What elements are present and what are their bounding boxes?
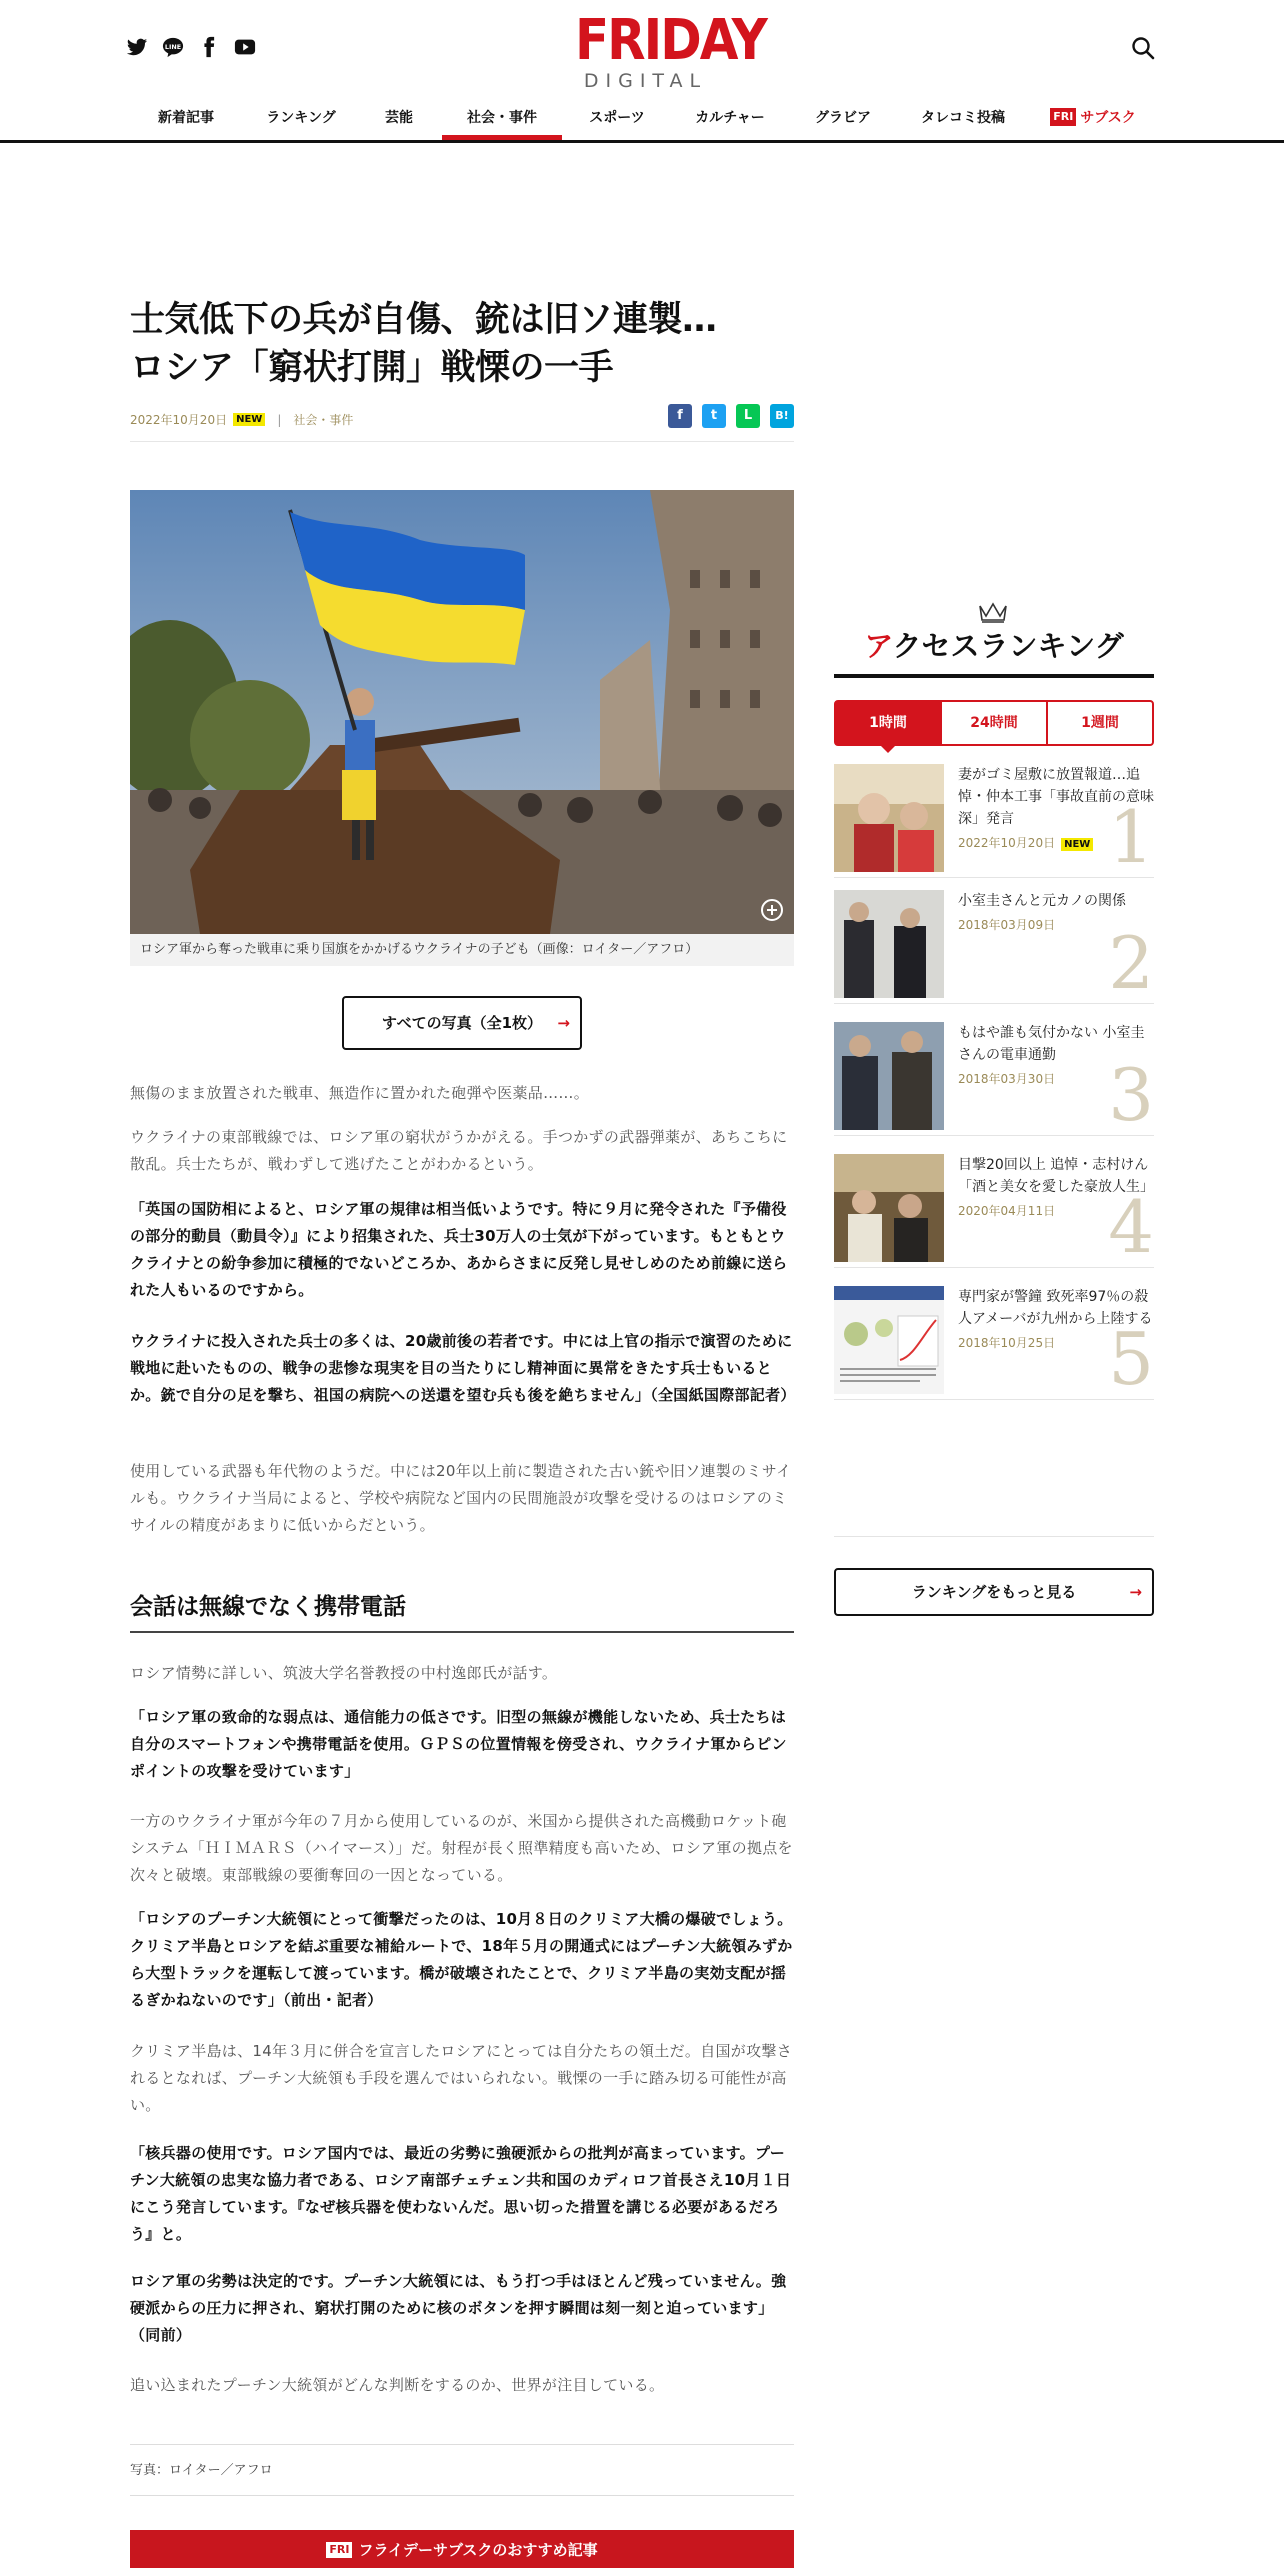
article-paragraph: クリミア半島は、14年３月に併合を宣言したロシアにとっては自分たちの領土だ。自国が攻撃されるとなれば、プーチン大統領も手段を選んではいられない。戦慄の一手に踏み切る可能性が高い。 (130, 2042, 792, 2114)
main-nav (126, 100, 1158, 140)
ranking-item[interactable] (834, 752, 1154, 878)
ranking-item-title: もはや誰も気付かない 小室圭さんの電車通勤 (958, 1025, 1145, 1063)
ranking-item-date: 2018年03月09日 (958, 918, 1056, 932)
ranking-title-rest: クセスランキング (892, 629, 1124, 663)
article-date: 2022年10月20日 (130, 413, 228, 427)
article-paragraph-quote: ロシア軍の劣勢は決定的です。プーチン大統領には、もう打つ手はほとんど残っていません。強硬派からの圧力に押され、窮状打開のために核のボタンを押す瞬間は刻一刻と迫っています」（同前） (130, 2272, 787, 2344)
article-paragraph: 追い込まれたプーチン大統領がどんな判断をするのか、世界が注目している。 (130, 2376, 665, 2394)
article-paragraph: 一方のウクライナ軍が今年の７月から使用しているのが、米国から提供された高機動ロケット砲システム「ＨＩＭＡＲＳ（ハイマース）」だ。射程が長く照準精度も高いため、ロシア軍の拠点を次々と破壊。東部戦線の要衝奪回の一因となっている。 (130, 1812, 793, 1884)
new-badge: NEW (233, 413, 265, 426)
article-paragraph-quote: 「ロシア軍の致命的な弱点は、通信能力の低さです。旧型の無線が機能しないため、兵士たちは自分のスマートフォンや携帯電話を使用。ＧＰＳの位置情報を傍受され、ウクライナ軍からピンポイントの攻撃を受けています」 (130, 1708, 787, 1780)
article-meta (130, 411, 353, 428)
nav-item-society[interactable]: 社会・事件 (442, 100, 562, 140)
ranking-item[interactable] (834, 1142, 1154, 1268)
facebook-icon[interactable] (198, 36, 220, 58)
logo-subtext: DIGITAL (583, 70, 708, 92)
rank-number: 1 (1108, 795, 1154, 879)
meta-separator: | (277, 412, 282, 427)
fri-badge: FRI (326, 2542, 352, 2558)
nav-item-subscription[interactable] (1028, 100, 1158, 140)
photo-credit: 写真：ロイター／アフロ (130, 2444, 794, 2496)
article-paragraph-quote: 「核兵器の使用です。ロシア国内では、最近の劣勢に強硬派からの批判が高まっています。プーチン大統領の忠実な協力者である、ロシア南部チェチェン共和国のカディロフ首長さえ10月１日にこう発言しています。『なぜ核兵器を使わないんだ。思い切った措置を講じる必要があるだろう』と。 (130, 2144, 792, 2243)
ranking-title (834, 624, 1154, 665)
article-paragraph-quote: 「ロシアのプーチン大統領にとって衝撃だったのは、10月８日のクリミア大橋の爆破でしょう。クリミア半島とロシアを結ぶ重要な補給ルートで、18年５月の開通式にはプーチン大統領みずから大型トラックを運転して渡っています。橋が破壊されたことで、クリミア半島の実効支配が揺るぎかねないのです」（前出・記者） (130, 1910, 793, 2009)
ranking-item-date: 2022年10月20日 (958, 836, 1056, 850)
all-photos-label: すべての写真（全1枚） (381, 1014, 543, 1032)
ranking-item-title: 小室圭さんと元カノの関係 (958, 893, 1126, 909)
twitter-share-icon[interactable]: t (702, 404, 726, 428)
fri-badge: FRI (1050, 108, 1076, 126)
arrow-right-icon: → (557, 1014, 570, 1032)
header-divider (0, 140, 1284, 143)
ranking-item-date: 2018年03月30日 (958, 1072, 1056, 1086)
ranking-thumbnail (834, 1022, 944, 1130)
ranking-item-title: 目撃20回以上 追悼・志村けん「酒と美女を愛した豪放人生」 (958, 1157, 1154, 1195)
site-logo[interactable] (575, 7, 766, 92)
new-badge: NEW (1061, 838, 1093, 851)
article-subheading: 会話は無線でなく携帯電話 (130, 1588, 794, 1633)
ranking-item-date: 2020年04月11日 (958, 1204, 1056, 1218)
meta-divider (130, 441, 794, 442)
twitter-icon[interactable] (126, 36, 148, 58)
youtube-icon[interactable] (234, 36, 256, 58)
search-icon[interactable] (1130, 35, 1156, 61)
crown-icon (977, 600, 1009, 624)
nav-item-tip-submit[interactable]: タレコミ投稿 (921, 110, 1005, 126)
article-title (130, 296, 794, 392)
nav-item-subscription-label: サブスク (1080, 110, 1136, 126)
article-paragraph-quote: ウクライナに投入された兵士の多くは、20歳前後の若者です。中には上官の指示で演習のために戦地に赴いたものの、戦争の悲惨な現実を目の当たりにし精神面に異常をきたす兵士もいるとか。銃で自分の足を撃ち、祖国の病院への送還を望む兵も後を絶ちません」（全国紙国際部記者） (130, 1332, 796, 1404)
ranking-thumbnail (834, 1286, 944, 1394)
nav-item-sports[interactable]: スポーツ (589, 110, 645, 126)
article-paragraph-quote: 「英国の国防相によると、ロシア軍の規律は相当低いようです。特に９月に発令された『予備役の部分的動員（動員令）』により招集された、兵士30万人の士気が下がっています。もともとウクライナとの紛争参加に積極的でないどころか、あからさまに反発し見せしめのため前線に送られた人もいるのですから。 (130, 1200, 788, 1299)
ranking-title-accent: ア (864, 629, 893, 663)
line-icon[interactable] (162, 36, 184, 58)
tab-1week[interactable]: 1週間 (1081, 715, 1119, 731)
ranking-item-title: 妻がゴミ屋敷に放置報道…追悼・仲本工事「事故直前の意味深」発言 (958, 767, 1154, 827)
nav-item-ranking[interactable]: ランキング (266, 110, 336, 126)
all-photos-button[interactable] (342, 996, 582, 1050)
ranking-item[interactable] (834, 878, 1154, 1004)
rank-number: 4 (1108, 1185, 1154, 1269)
nav-item-entertainment[interactable]: 芸能 (385, 110, 413, 126)
more-ranking-label: ランキングをもっと見る (911, 1583, 1077, 1601)
ranking-divider (834, 1536, 1154, 1537)
ranking-tabs (834, 700, 1154, 746)
svg-text:LINE: LINE (164, 42, 182, 51)
rank-number: 5 (1108, 1317, 1154, 1401)
article-paragraph: 使用している武器も年代物のようだ。中には20年以上前に製造された古い銃や旧ソ連製のミサイルも。ウクライナ当局によると、学校や病院など国内の民間施設が攻撃を受けるのはロシアのミサイルの精度があまりに低いからだという。 (130, 1462, 792, 1534)
ranking-thumbnail (834, 890, 944, 998)
article-paragraph: ウクライナの東部戦線では、ロシア軍の窮状がうかがえる。手つかずの武器弾薬が、あちこちに散乱。兵士たちが、戦わずして逃げたことがわかるという。 (130, 1128, 788, 1173)
logo-wordmark: FRIDAY (575, 7, 766, 73)
ranking-thumbnail (834, 1154, 944, 1262)
subscription-recommend-label: フライデーサブスクのおすすめ記事 (358, 2541, 598, 2559)
article-paragraph: ロシア情勢に詳しい、筑波大学名誉教授の中村逸郎氏が話す。 (130, 1664, 558, 1682)
tab-1hour[interactable]: 1時間 (836, 702, 942, 744)
ranking-item-title: 専門家が警鐘 致死率97％の殺人アメーバが九州から上陸する (958, 1289, 1153, 1327)
article-title-text: 士気低下の兵が自傷、銃は旧ソ連製… ロシア「窮状打開」戦慄の一手 (130, 300, 717, 388)
tab-24hours[interactable]: 24時間 (942, 702, 1048, 744)
nav-item-new[interactable]: 新着記事 (158, 110, 214, 126)
nav-item-culture[interactable]: カルチャー (695, 110, 765, 126)
ranking-item[interactable] (834, 1010, 1154, 1136)
photo-caption: ロシア軍から奪った戦車に乗り国旗をかかげるウクライナの子ども（画像：ロイター／アフロ） (130, 934, 794, 966)
rank-number: 3 (1108, 1053, 1154, 1137)
facebook-share-icon[interactable]: f (668, 404, 692, 428)
social-links (126, 36, 256, 58)
more-ranking-button[interactable] (834, 1568, 1154, 1616)
ranking-title-rule (834, 674, 1154, 678)
ranking-item[interactable] (834, 1274, 1154, 1400)
article-photo[interactable] (130, 490, 794, 934)
article-paragraph: 無傷のまま放置された戦車、無造作に置かれた砲弾や医薬品……。 (130, 1084, 590, 1102)
nav-item-gravure[interactable]: グラビア (815, 110, 871, 126)
article-category[interactable]: 社会・事件 (293, 413, 354, 427)
arrow-right-icon: → (1129, 1583, 1142, 1601)
rank-number: 2 (1108, 921, 1154, 1005)
subscription-recommend-bar[interactable] (130, 2530, 794, 2568)
share-buttons (668, 404, 794, 428)
hatena-share-icon[interactable]: B! (770, 404, 794, 428)
ranking-item-date: 2018年10月25日 (958, 1336, 1056, 1350)
ranking-thumbnail (834, 764, 944, 872)
line-share-icon[interactable]: L (736, 404, 760, 428)
